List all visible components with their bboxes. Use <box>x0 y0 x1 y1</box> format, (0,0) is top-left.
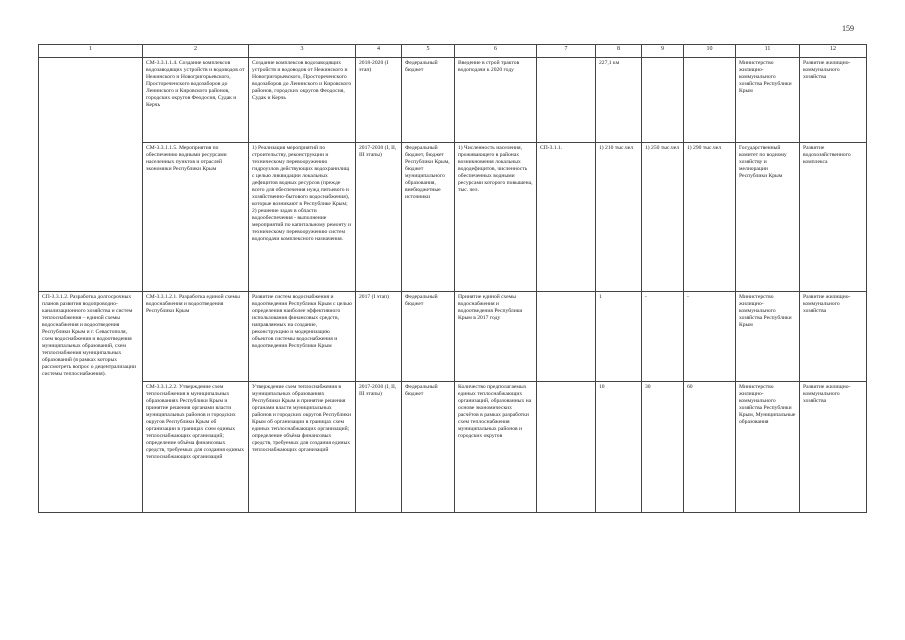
stage2-value-cell: 1) 250 тыс.чел <box>642 143 684 292</box>
table-row <box>39 58 867 143</box>
stage3-value-cell: - <box>684 292 736 382</box>
table-row <box>39 143 867 292</box>
responsible-cell: Министерство жилищно-коммунального хозяйства Республики Крым, Муниципальные образования <box>736 382 800 513</box>
column-number: 6 <box>455 45 537 58</box>
indicator-code-cell <box>537 58 596 143</box>
period-cell: 2018-2020 (I этап) <box>356 58 402 143</box>
measure-content-cell: Создание комплексов водозаводящих устройств и водоводов от Нежинского и Новогригорьевского, Простореченского водозаборов до Ленинского и Кировского районов, городских округов Феодосия, Судак и Керчь <box>249 58 356 143</box>
measure-content-cell: Развитие систем водоснабжения и водоотведения Республики Крым с целью определения наиболее эффективного использования финансовых средств, направляемых на создание, реконструкцию и модернизацию объектов системы водоснабжения и водоотведения Республики Крым <box>249 292 356 382</box>
column-number: 11 <box>736 45 800 58</box>
column-number: 2 <box>143 45 249 58</box>
funding-source-cell: Федеральный бюджет, бюджет Республики Крым, бюджет муниципального образования, внебюджетные источники <box>402 143 455 292</box>
column-number: 3 <box>249 45 356 58</box>
responsible-cell: Государственный комитет по водному хозяйству и мелиорации Республики Крым <box>736 143 800 292</box>
stage3-value-cell <box>684 58 736 143</box>
funding-source-cell: Федеральный бюджет <box>402 292 455 382</box>
column-numbers-row <box>39 45 867 58</box>
indicator-cell: 1) Численность населения, проживающего в районах возникновения локальных вододефицитов, численность обеспеченных водными ресурсами которого повышена, тыс. чел. <box>455 143 537 292</box>
column-number: 7 <box>537 45 596 58</box>
column-number: 4 <box>356 45 402 58</box>
stage1-value-cell: 1) 210 тыс.чел <box>596 143 642 292</box>
program-measures-table <box>38 44 867 513</box>
measure-content-cell: 1) Реализация мероприятий по строительству, реконструкции и техническому перевооружению гидроузлов действующих водохранилищ с целью ликвидации локальных дефицитов водных ресурсов (прежде всего для обеспечения нужд питьевого и хозяйственно-бытового водоснабжения), которые возникают в Республике Крым; 2) решение задач в области водообеспечения - выполнение мероприятий по капитальному ремонту и техническому перевооружению систем водоподачи комплексного назначения. <box>249 143 356 292</box>
column-number: 5 <box>402 45 455 58</box>
measure-code-cell: СМ-3.3.1.1.4. Создание комплексов водозаводящих устройств и водоводов от Нежинского и Новогригорьевского, Простореченского водозаборов до Ленинского и Кировского районов, городских округов Феодосия, Судак и Керчь <box>143 58 249 143</box>
indicator-code-cell <box>537 382 596 513</box>
responsible-cell: Министерство жилищно-коммунального хозяйства Республики Крым <box>736 58 800 143</box>
program-cell: Развитие жилищно-коммунального хозяйства <box>800 382 867 513</box>
stage3-value-cell: 60 <box>684 382 736 513</box>
stage1-value-cell: 10 <box>596 382 642 513</box>
stage2-value-cell: - <box>642 292 684 382</box>
indicator-code-cell <box>537 292 596 382</box>
stage3-value-cell: 1) 290 тыс.чел <box>684 143 736 292</box>
column-number: 10 <box>684 45 736 58</box>
indicator-cell: Принятие единой схемы водоснабжения и водоотведения Республики Крым в 2017 году <box>455 292 537 382</box>
funding-source-cell: Федеральный бюджет <box>402 58 455 143</box>
table-row <box>39 292 867 382</box>
program-cell: Развитие жилищно-коммунального хозяйства <box>800 292 867 382</box>
funding-source-cell: Федеральный бюджет <box>402 382 455 513</box>
measure-content-cell: Утверждение схем теплоснабжения в муниципальных образованиях Республики Крым и принятие решения органами власти муниципальных районов и городских округов Республики Крым об организации в границах схем единых теплоснабжающих организаций; определение объёма финансовых средств, требуемых для создания единых теплоснабжающих организаций <box>249 382 356 513</box>
program-cell: Развитие жилищно-коммунального хозяйства <box>800 58 867 143</box>
column-number: 12 <box>800 45 867 58</box>
measure-code-cell: СМ-3.3.1.2.2. Утверждение схем теплоснабжения в муниципальных образованиях Республики Крым и принятие решения органами власти муниципальных районов и городских округов Республики Крым об организации в границах схем единых теплоснабжающих организаций; определение объёма финансовых средств, требуемых для создания единых теплоснабжающих организаций <box>143 382 249 513</box>
indicator-cell: Количество предполагаемых единых теплоснабжающих организаций, образованных на основе экономических расчётов в рамках разработки схем теплоснабжения муниципальных районов и городских округов <box>455 382 537 513</box>
measure-code-cell: СМ-3.3.1.1.5. Мероприятия по обеспечению водными ресурсами населенных пунктов и отраслей экономики Республики Крым <box>143 143 249 292</box>
stage2-value-cell: 30 <box>642 382 684 513</box>
stage1-value-cell: 227,1 км <box>596 58 642 143</box>
measure-group-cell <box>39 58 143 292</box>
page-number: 159 <box>842 24 854 33</box>
column-number: 9 <box>642 45 684 58</box>
measure-code-cell: СМ-3.3.1.2.1. Разработка единой схемы водоснабжения и водоотведения Республики Крым <box>143 292 249 382</box>
period-cell: 2017-2030 (I, II, III этапы) <box>356 143 402 292</box>
indicator-cell: Введение в строй трактов водоподачи к 2020 году <box>455 58 537 143</box>
responsible-cell: Министерство жилищно-коммунального хозяйства Республики Крым <box>736 292 800 382</box>
indicator-code-cell: СП-3.1.1. <box>537 143 596 292</box>
stage2-value-cell <box>642 58 684 143</box>
program-cell: Развитие водохозяйственного комплекса <box>800 143 867 292</box>
table-row <box>39 382 867 513</box>
column-number: 8 <box>596 45 642 58</box>
period-cell: 2017 (I этап) <box>356 292 402 382</box>
measure-group-cell: СП-3.3.1.2. Разработка долгосрочных планов развития водопроводно-канализационного хозяйства и систем теплоснабжения – единой схемы водоснабжения и водоотведения Республики Крым и г. Севастополя, схем водоснабжения и водоотведения муниципальных образований, схем теплоснабжения муниципальных образований (в рамках которых рассмотреть вопрос о децентрализации системы теплоснабжения). <box>39 292 143 513</box>
period-cell: 2017-2030 (I, II, III этапы) <box>356 382 402 513</box>
stage1-value-cell: 1 <box>596 292 642 382</box>
column-number: 1 <box>39 45 143 58</box>
